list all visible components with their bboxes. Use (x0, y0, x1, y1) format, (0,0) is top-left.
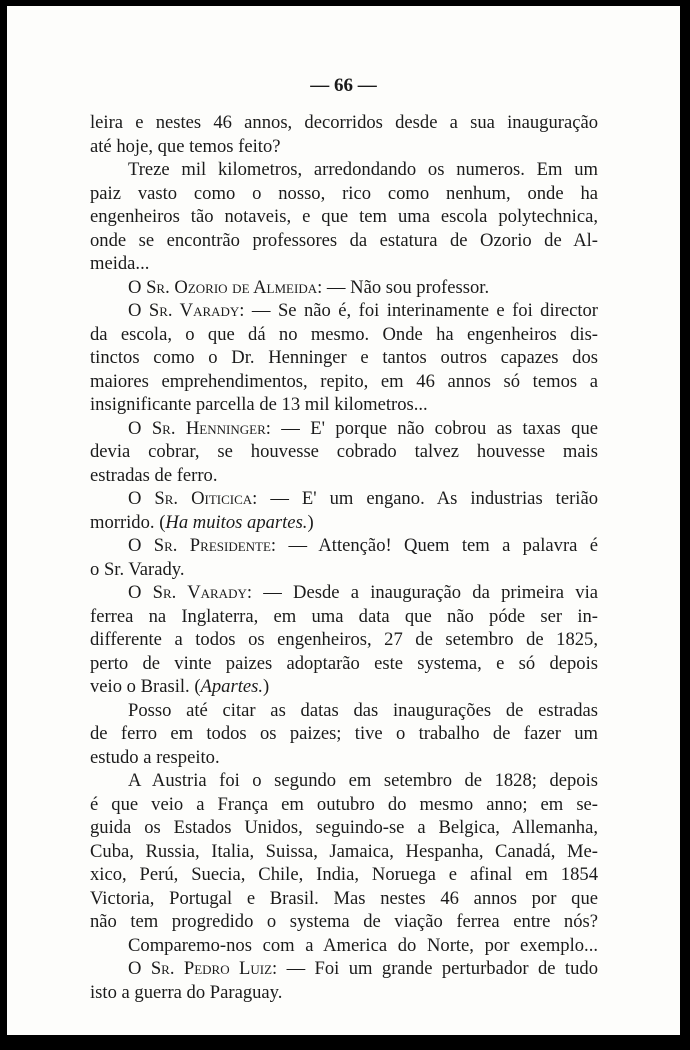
text-line: Comparemo-nos com a America do Norte, por exemplo... (128, 934, 598, 956)
aside-italic: Apartes. (200, 676, 264, 697)
speech-line: O Sr. Varady: — Desde a inauguração da primeira via (128, 582, 598, 603)
text-line: estudo a respeito. (90, 746, 220, 768)
page-body (90, 111, 598, 1004)
text-line: insignificante parcella de 13 mil kilometros... (90, 394, 428, 415)
speech-line: O Sr. Ozorio de Almeida: — Não sou professor. (128, 276, 490, 298)
text-line: não tem progredido o systema de viação ferrea entre nós? (90, 911, 598, 932)
text-line: A Austria foi o segundo em setembro de 1828; depois (128, 770, 598, 791)
text-line: é que veio a França em outubro do mesmo anno; em se- (90, 793, 598, 815)
page-number: — 66 — (310, 75, 377, 96)
text-line: ferrea na Inglaterra, em uma data que não póde ser in- (90, 605, 598, 627)
text-line: até hoje, que temos feito? (90, 135, 281, 157)
text-line: Posso até citar as datas das inaugurações de estradas (128, 699, 598, 721)
speaker-label: O Sr. Oiticica: (128, 488, 258, 509)
speech-line: O Sr. Varady: — Se não é, foi interinamente e foi director (128, 300, 598, 321)
text-line: meida... (90, 253, 150, 274)
text-line: Cuba, Russia, Italia, Suissa, Jamaica, Hespanha, Canadá, Me- (90, 840, 598, 862)
speech-line: O Sr. Oiticica: — E' um engano. As industrias terião (128, 488, 598, 509)
text-line: Victoria, Portugal e Brasil. Mas nestes 46 annos por que (90, 887, 598, 909)
text-line: estradas de ferro. (90, 464, 218, 486)
speaker-label: O Sr. Varady: (128, 582, 253, 603)
text-line: veio o Brasil. (Apartes.) (90, 676, 270, 697)
speech-line: O Sr. Henninger: — E' porque não cobrou as taxas que (128, 417, 598, 439)
text-line: da escola, o que dá no mesmo. Onde ha engenheiros dis- (90, 323, 598, 345)
text-line: differente a todos os engenheiros, 27 de setembro de 1825, (90, 629, 598, 650)
text-line: tinctos como o Dr. Henninger e tantos outros capazes dos (90, 347, 598, 368)
speaker-label: O Sr. Henninger: (128, 417, 271, 439)
speaker-label: O Sr. Pedro Luiz: (128, 958, 278, 979)
speaker-label: O Sr. Varady: (128, 300, 245, 321)
speech-line: O Sr. Presidente: — Attenção! Quem tem a palavra é (128, 535, 598, 556)
text-line: de ferro em todos os paizes; tive o trabalho de fazer um (90, 723, 598, 744)
text-line: xico, Perú, Suecia, Chile, India, Noruega e afinal em 1854 (90, 864, 598, 885)
text-line: maiores emprehendimentos, repito, em 46 annos só temos a (90, 370, 598, 392)
text-line: isto a guerra do Paraguay. (90, 981, 283, 1003)
text-line: o Sr. Varady. (90, 558, 185, 580)
text-line: morrido. (Ha muitos apartes.) (90, 511, 314, 533)
text-line: Treze mil kilometros, arredondando os numeros. Em um (128, 159, 598, 180)
speech-line: O Sr. Pedro Luiz: — Foi um grande perturbador de tudo (128, 958, 598, 979)
text-line: perto de vinte paizes adoptarão este systema, e só depois (90, 652, 598, 674)
text-line: guida os Estados Unidos, seguindo-se a Belgica, Allemanha, (90, 817, 598, 838)
aside-italic: Ha muitos apartes. (165, 511, 308, 533)
text-line: engenheiros tão notaveis, e que tem uma escola polytechnica, (90, 206, 598, 227)
text-line: onde se encontrão professores da estatura de Ozorio de Al- (90, 229, 598, 251)
text-line: paiz vasto como o nosso, rico como nenhum, onde ha (90, 182, 598, 204)
text-line: devia cobrar, se houvesse cobrado talvez houvesse mais (90, 441, 598, 462)
speaker-label: O Sr. Presidente: (128, 535, 277, 556)
speaker-label: O Sr. Ozorio de Almeida: (128, 276, 323, 298)
book-page (7, 6, 680, 1035)
text-line: leira e nestes 46 annos, decorridos desde a sua inauguração (90, 112, 598, 133)
